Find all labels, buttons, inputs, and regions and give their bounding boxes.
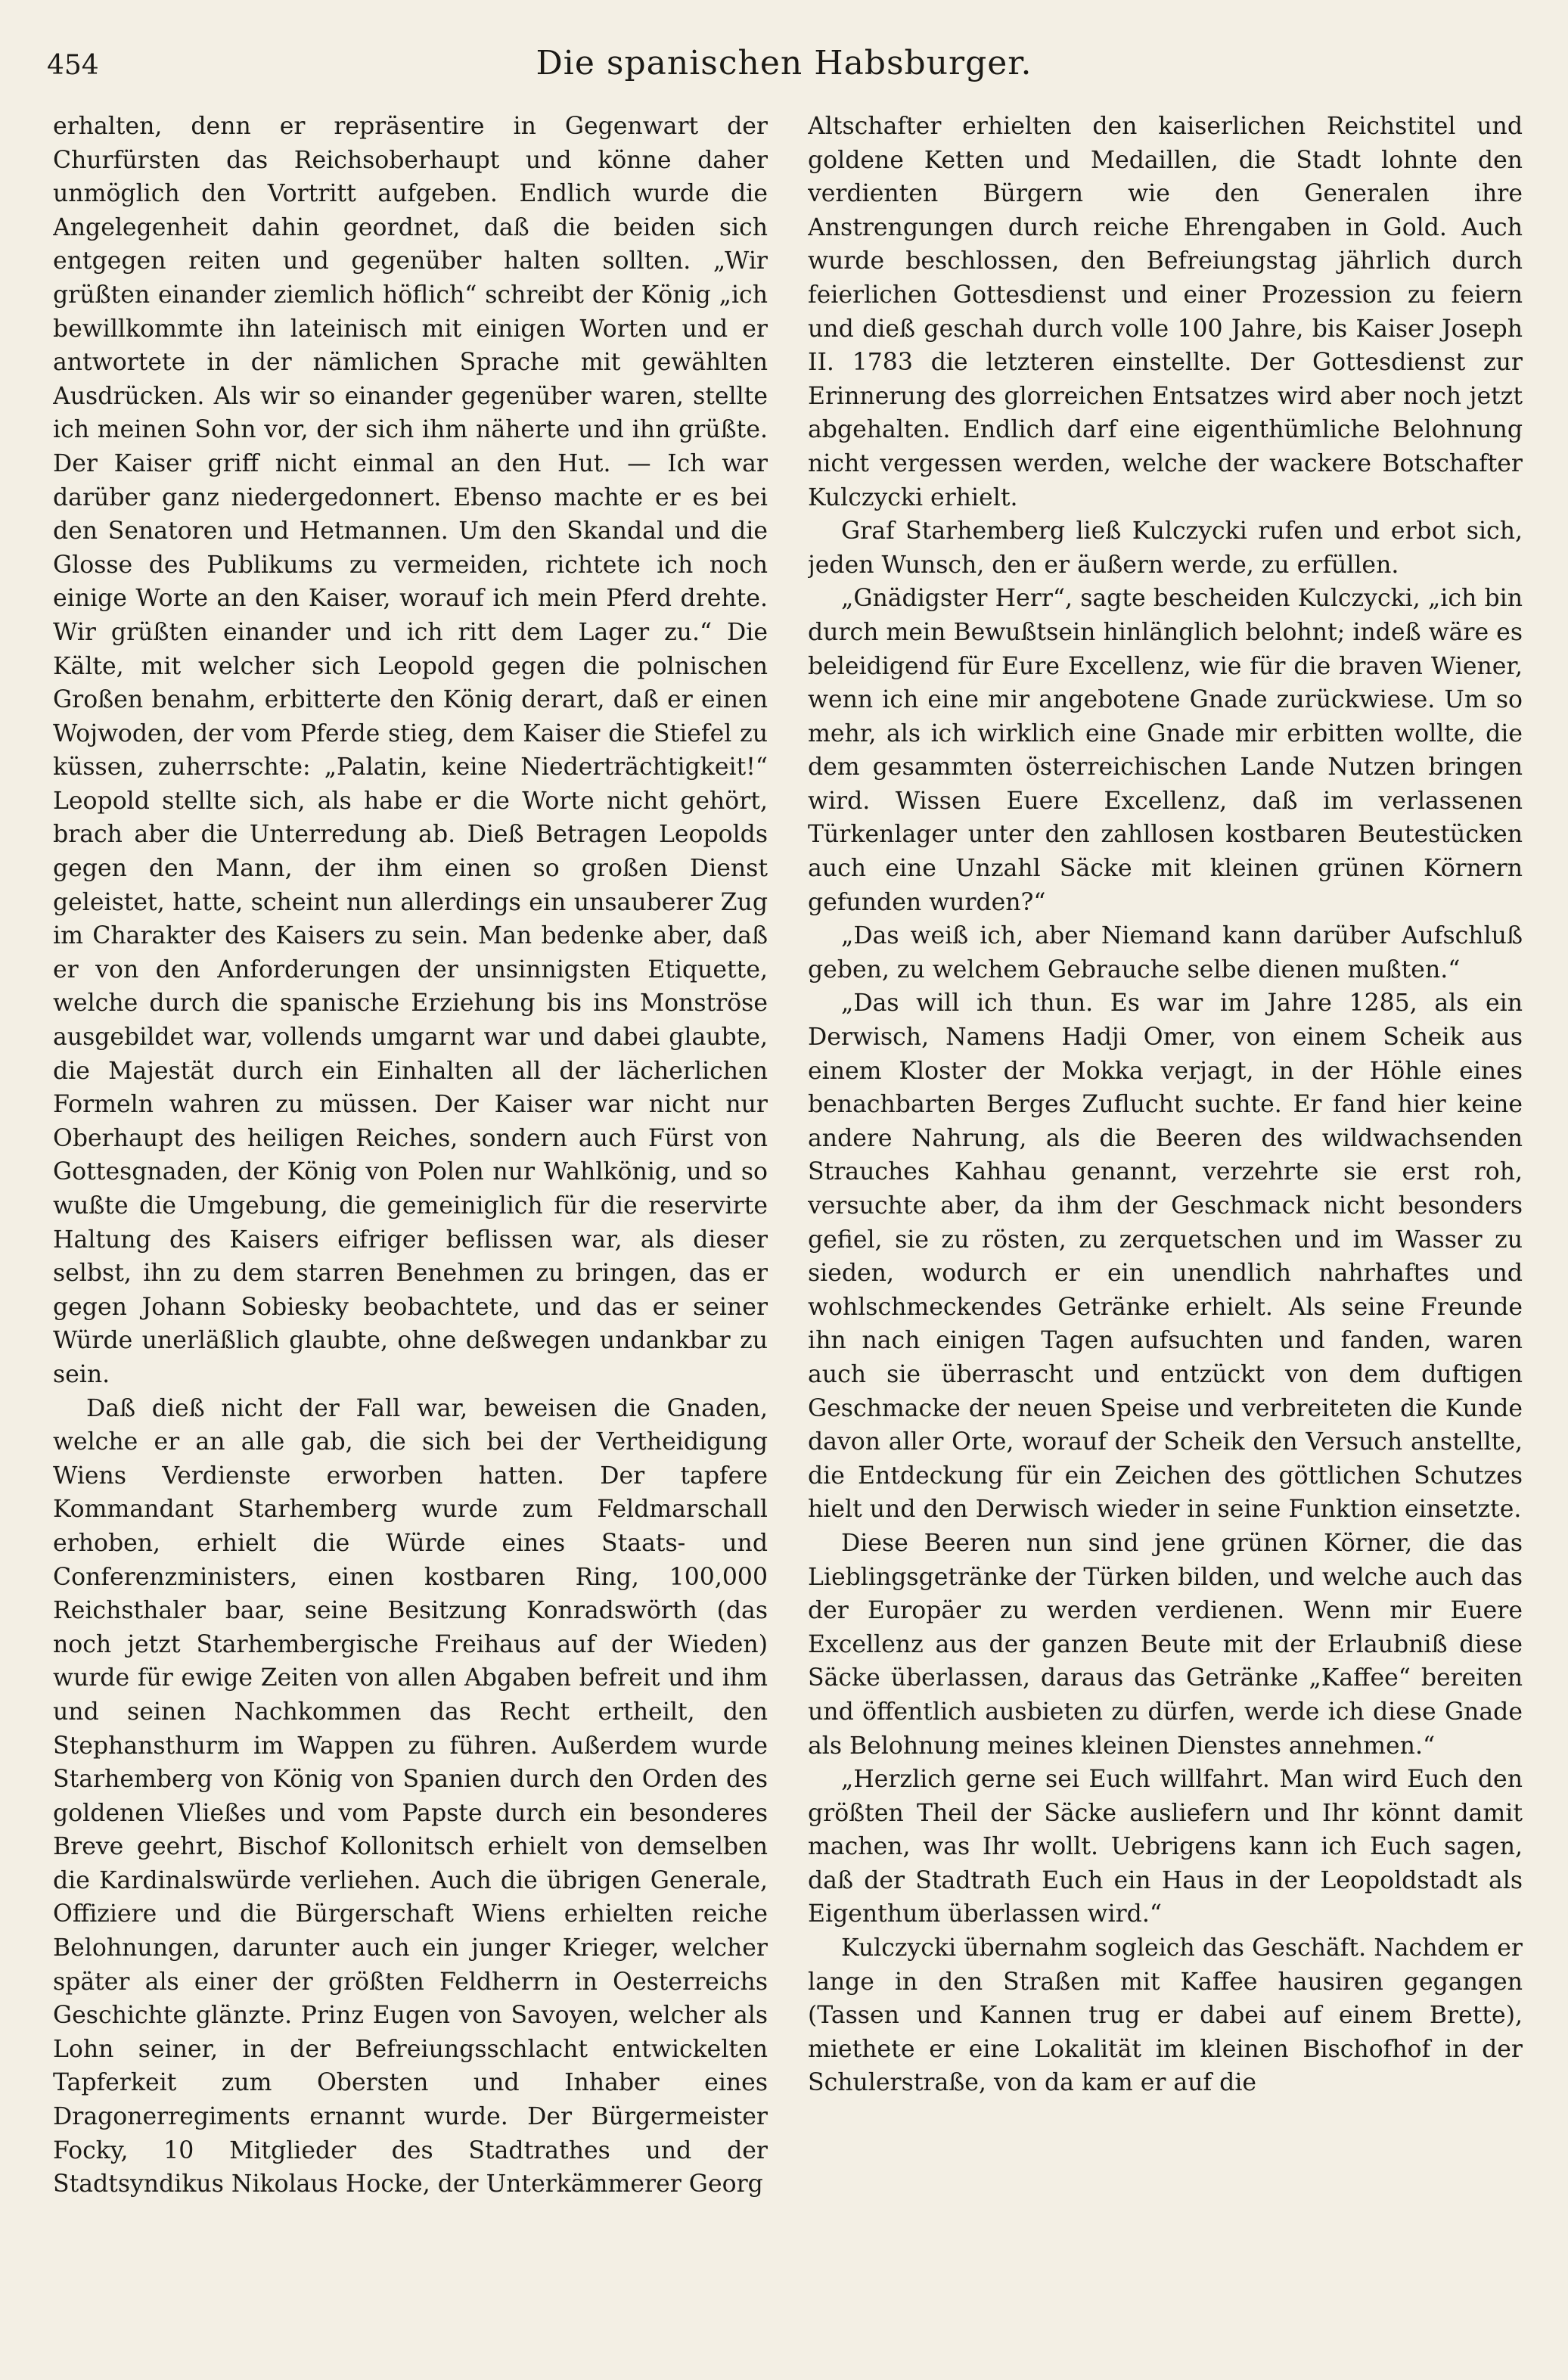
running-title: Die spanischen Habsburger. bbox=[536, 44, 1032, 82]
left-column bbox=[53, 110, 768, 2349]
paragraph: „Das will ich thun. Es war im Jahre 1285, als ein Derwisch, Namens Hadji Omer, von einem Scheik aus einem Kloster der Mokka verjagt, in der Höhle eines benachbarten Berges Zuflucht suchte. Er fand hier keine andere Nahrung, als die Beeren des wildwachsenden Strauches Kahhau genannt, verzehrte sie erst roh, versuchte aber, da ihm der Geschmack nicht besonders gefiel, sie zu rösten, zu zerquetschen und im Wasser zu sieden, wodurch er ein unendlich nahrhaftes und wohlschmeckendes Getränke erhielt. Als seine Freunde ihn nach einigen Tagen aufsuchten und fanden, waren auch sie überrascht und entzückt von dem duftigen Geschmacke der neuen Speise und verbreiteten die Kunde davon aller Orte, worauf der Scheik den Versuch anstellte, die Entdeckung für ein Zeichen des göttlichen Schutzes hielt und den Derwisch wieder in seine Funktion einsetzte. bbox=[808, 990, 1523, 1524]
paragraph: Daß dieß nicht der Fall war, beweisen die Gnaden, welche er an alle gab, die sich bei der Vertheidigung Wiens Verdienste erworben hatten. Der tapfere Kommandant Starhemberg wurde zum Feldmarschall erhoben, erhielt die Würde eines Staats- und Conferenzministers, einen kostbaren Ring, 100,000 Reichsthaler baar, seine Besitzung Konradswörth (das noch jetzt Starhembergische Freihaus auf der Wieden) wurde für ewige Zeiten von allen Abgaben befreit und ihm und seinen Nachkommen das Recht ertheilt, den Stephansthurm im Wappen zu führen. Außerdem wurde Starhemberg von König von Spanien durch den Orden des goldenen Vließes und vom Papste durch ein besonderes Breve geehrt, Bischof Kollonitsch erhielt von demselben die Kardinalswürde verliehen. Auch die übrigen Generale, Offiziere und die Bürgerschaft Wiens erhielten reiche Belohnungen, darunter auch ein junger Krieger, welcher später als einer der größten Feldherrn in Oesterreichs Geschichte glänzte. Prinz Eugen von Savoyen, welcher als Lohn seiner, in der Befreiungsschlacht entwickelten Tapferkeit zum Obersten und Inhaber eines Dragonerregiments ernannt wurde. Der Bürgermeister Focky, 10 Mitglieder des Stadtrathes und der Stadtsyndikus Nikolaus Hocke, der Unterkämmerer Georg bbox=[53, 1394, 768, 2198]
paragraph: „Herzlich gerne sei Euch willfahrt. Man wird Euch den größten Theil der Säcke ausliefern und Ihr könnt damit machen, was Ihr wollt. Uebrigens kann ich Euch sagen, daß der Stadtrath Euch ein Haus in der Leopoldstadt als Eigenthum überlassen wird.“ bbox=[808, 1766, 1523, 1928]
paragraph: „Das weiß ich, aber Niemand kann darüber Aufschluß geben, zu welchem Gebrauche selbe dienen mußten.“ bbox=[808, 922, 1523, 983]
paragraph: „Gnädigster Herr“, sagte bescheiden Kulczycki, „ich bin durch mein Bewußtsein hinlänglich belohnt; indeß wäre es beleidigend für Eure Excellenz, wie für die braven Wiener, wenn ich eine mir angebotene Gnade zurückwiese. Um so mehr, als ich wirklich eine Gnade mir erbitten wollte, die dem gesammten österreichischen Lande Nutzen bringen wird. Wissen Euere Excellenz, daß im verlassenen Türkenlager unter den zahllosen kostbaren Beutestücken auch eine Unzahl Säcke mit kleinen grünen Körnern gefunden wurden?“ bbox=[808, 585, 1523, 916]
paragraph: erhalten, denn er repräsentire in Gegenwart der Churfürsten das Reichsoberhaupt und könne daher unmöglich den Vortritt aufgeben. Endlich wurde die Angelegenheit dahin geordnet, daß die beiden sich entgegen reiten und gegenüber halten sollten. „Wir grüßten einander ziemlich höflich“ schreibt der König „ich bewillkommte ihn lateinisch mit einigen Worten und er antwortete in der nämlichen Sprache mit gewählten Ausdrücken. Als wir so einander gegenüber waren, stellte ich meinen Sohn vor, der sich ihm näherte und ihn grüßte. Der Kaiser griff nicht einmal an den Hut. — Ich war darüber ganz niedergedonnert. Ebenso machte er es bei den Senatoren und Hetmannen. Um den Skandal und die Glosse des Publikums zu vermeiden, richtete ich noch einige Worte an den Kaiser, worauf ich mein Pferd drehte. Wir grüßten einander und ich ritt dem Lager zu.“ Die Kälte, mit welcher sich Leopold gegen die polnischen Großen benahm, erbitterte den König derart, daß er einen Wojwoden, der vom Pferde stieg, dem Kaiser die Stiefel zu küssen, zuherrschte: „Palatin, keine Niederträchtigkeit!“ Leopold stellte sich, als habe er die Worte nicht gehört, brach aber die Unterredung ab. Dieß Betragen Leopolds gegen den Mann, der ihm einen so großen Dienst geleistet, hatte, scheint nun allerdings ein unsauberer Zug im Charakter des Kaisers zu sein. Man bedenke aber, daß er von den Anforderungen der unsinnigsten Etiquette, welche durch die spanische Erziehung bis ins Monströse ausgebildet war, vollends umgarnt war und dabei glaubte, die Majestät durch ein Einhalten all der lächerlichen Formeln wahren zu müssen. Der Kaiser war nicht nur Oberhaupt des heiligen Reiches, sondern auch Fürst von Gottesgnaden, der König von Polen nur Wahlkönig, und so wußte die Umgebung, die gemeiniglich für die reservirte Haltung des Kaisers eifriger beflissen war, als dieser selbst, ihn zu dem starren Benehmen zu bringen, das er gegen Johann Sobiesky beobachtete, und das er seiner Würde unerläßlich glaubte, ohne deßwegen undankbar zu sein. bbox=[53, 113, 768, 1388]
page-number: 454 bbox=[47, 50, 99, 81]
paragraph: Diese Beeren nun sind jene grünen Körner, die das Lieblingsgetränke der Türken bilden, und welche auch das der Europäer zu werden verdienen. Wenn mir Euere Excellenz aus der ganzen Beute mit der Erlaubniß diese Säcke überlassen, daraus das Getränke „Kaffee“ bereiten und öffentlich ausbieten zu dürfen, werde ich diese Gnade als Belohnung meines kleinen Dienstes annehmen.“ bbox=[808, 1529, 1523, 1760]
paragraph: Altschafter erhielten den kaiserlichen Reichstitel und goldene Ketten und Medaillen, die Stadt lohnte den verdienten Bürgern wie den Generalen ihre Anstrengungen durch reiche Ehrengaben in Gold. Auch wurde beschlossen, den Befreiungstag jährlich durch feierlichen Gottesdienst und einer Prozession zu feiern und dieß geschah durch volle 100 Jahre, bis Kaiser Joseph II. 1783 die letzteren einstellte. Der Gottesdienst zur Erinnerung des glorreichen Entsatzes wird aber noch jetzt abgehalten. Endlich darf eine eigenthümliche Belohnung nicht vergessen werden, welche der wackere Botschafter Kulczycki erhielt. bbox=[808, 113, 1523, 511]
paragraph: Graf Starhemberg ließ Kulczycki rufen und erbot sich, jeden Wunsch, den er äußern werde, zu erfüllen. bbox=[808, 517, 1523, 579]
page-header bbox=[0, 39, 1568, 92]
right-column bbox=[808, 110, 1523, 2349]
paragraph: Kulczycki übernahm sogleich das Geschäft. Nachdem er lange in den Straßen mit Kaffee hausiren gegangen (Tassen und Kannen trug er dabei auf einem Brette), miethete er eine Lokalität im kleinen Bischofhof in der Schulerstraße, von da kam er auf die bbox=[808, 1934, 1523, 2097]
